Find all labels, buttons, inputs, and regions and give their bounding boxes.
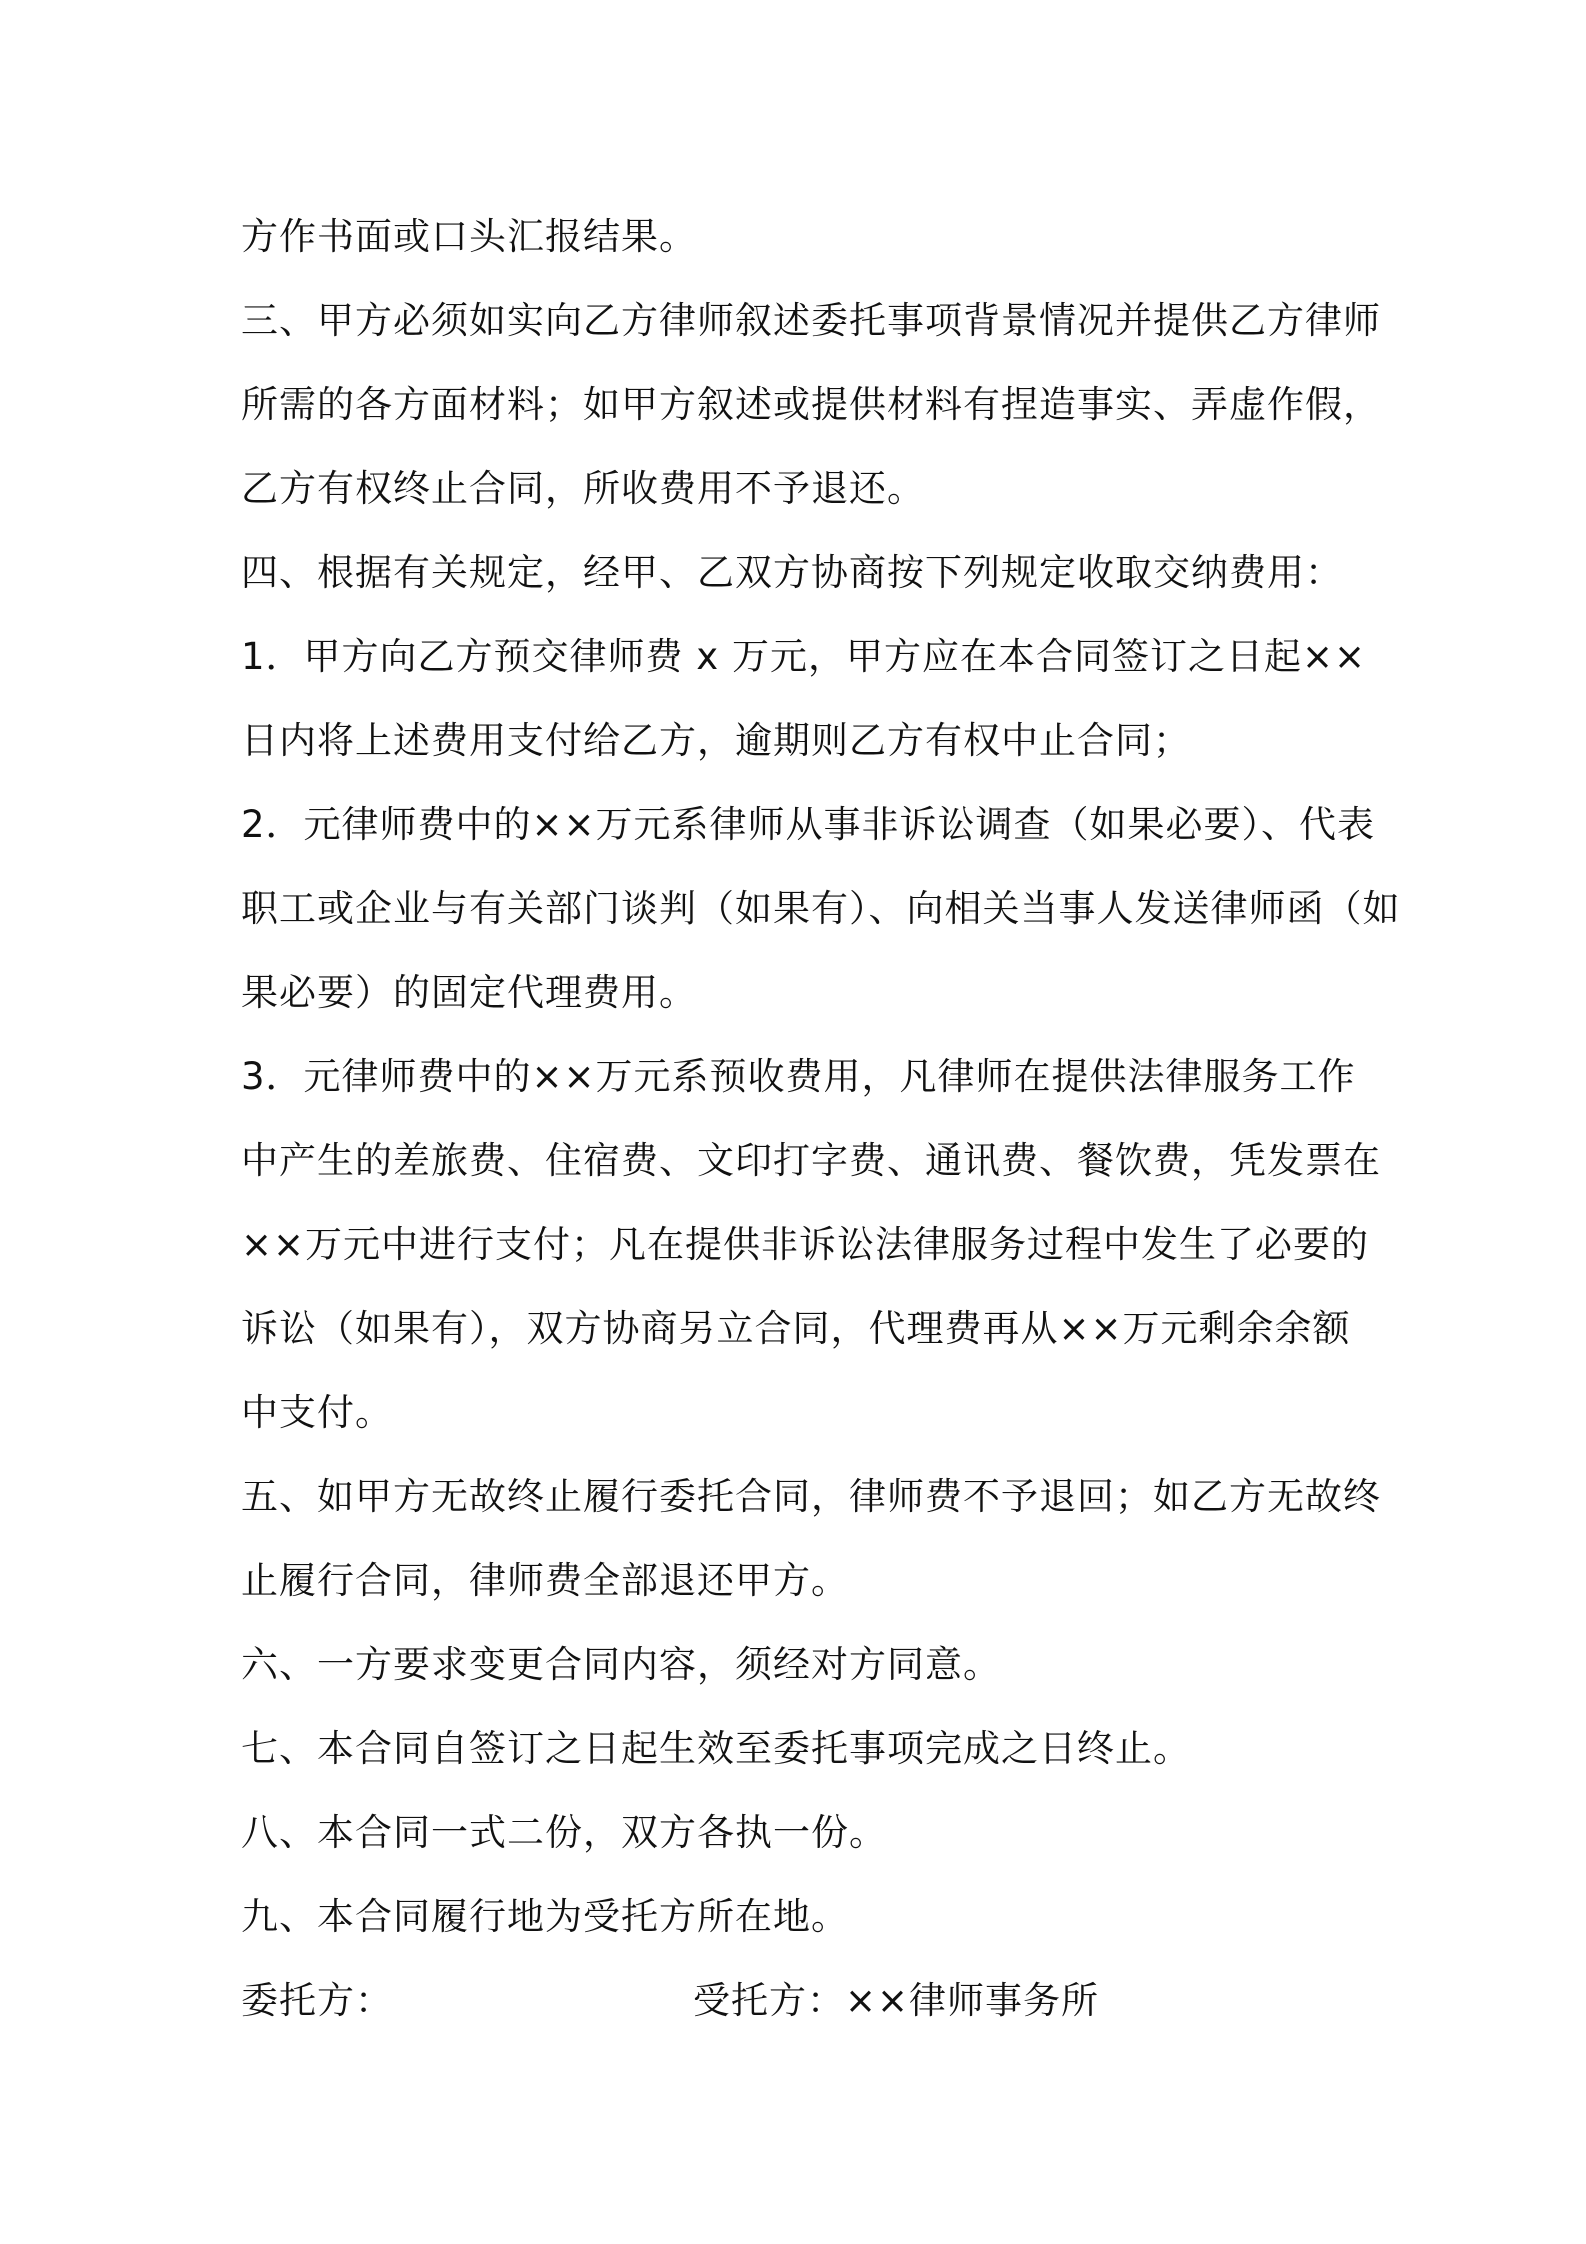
text-line: 八、本合同一式二份，双方各执一份。 xyxy=(241,1811,887,1854)
signature-row xyxy=(241,1959,1361,2043)
text-line: 果必要）的固定代理费用。 xyxy=(241,971,697,1014)
client-signature-label: 委托方： xyxy=(241,1979,393,2022)
text-line: 2．元律师费中的××万元系律师从事非诉讼调查（如果必要）、代表 xyxy=(241,803,1376,846)
text-line: 方作书面或口头汇报结果。 xyxy=(241,215,697,258)
contract-body xyxy=(241,195,1401,2043)
text-line: 日内将上述费用支付给乙方，逾期则乙方有权中止合同； xyxy=(241,719,1191,762)
text-line: 九、本合同履行地为受托方所在地。 xyxy=(241,1895,849,1938)
text-line: 3．元律师费中的××万元系预收费用，凡律师在提供法律服务工作 xyxy=(241,1055,1356,1098)
text-line: 六、一方要求变更合同内容，须经对方同意。 xyxy=(241,1643,1001,1686)
text-line: ××万元中进行支付；凡在提供非诉讼法律服务过程中发生了必要的 xyxy=(241,1223,1370,1266)
text-line: 五、如甲方无故终止履行委托合同，律师费不予退回；如乙方无故终 xyxy=(241,1475,1381,1518)
text-line: 诉讼（如果有），双方协商另立合同，代理费再从××万元剩余余额 xyxy=(241,1307,1351,1350)
agent-signature-label: 受托方：××律师事务所 xyxy=(693,1979,1100,2022)
text-line: 职工或企业与有关部门谈判（如果有）、向相关当事人发送律师函（如 xyxy=(241,887,1401,930)
text-line: 1．甲方向乙方预交律师费 x 万元，甲方应在本合同签订之日起×× xyxy=(241,635,1366,678)
text-line: 止履行合同，律师费全部退还甲方。 xyxy=(241,1559,849,1602)
text-line: 中支付。 xyxy=(241,1391,393,1434)
text-line: 七、本合同自签订之日起生效至委托事项完成之日终止。 xyxy=(241,1727,1191,1770)
text-line: 中产生的差旅费、住宿费、文印打字费、通讯费、餐饮费，凭发票在 xyxy=(241,1139,1381,1182)
text-line: 所需的各方面材料；如甲方叙述或提供材料有捏造事实、弄虚作假， xyxy=(241,383,1381,426)
text-line: 乙方有权终止合同，所收费用不予退还。 xyxy=(241,467,925,510)
text-line: 四、根据有关规定，经甲、乙双方协商按下列规定收取交纳费用： xyxy=(241,551,1343,594)
text-line: 三、甲方必须如实向乙方律师叙述委托事项背景情况并提供乙方律师 xyxy=(241,299,1381,342)
